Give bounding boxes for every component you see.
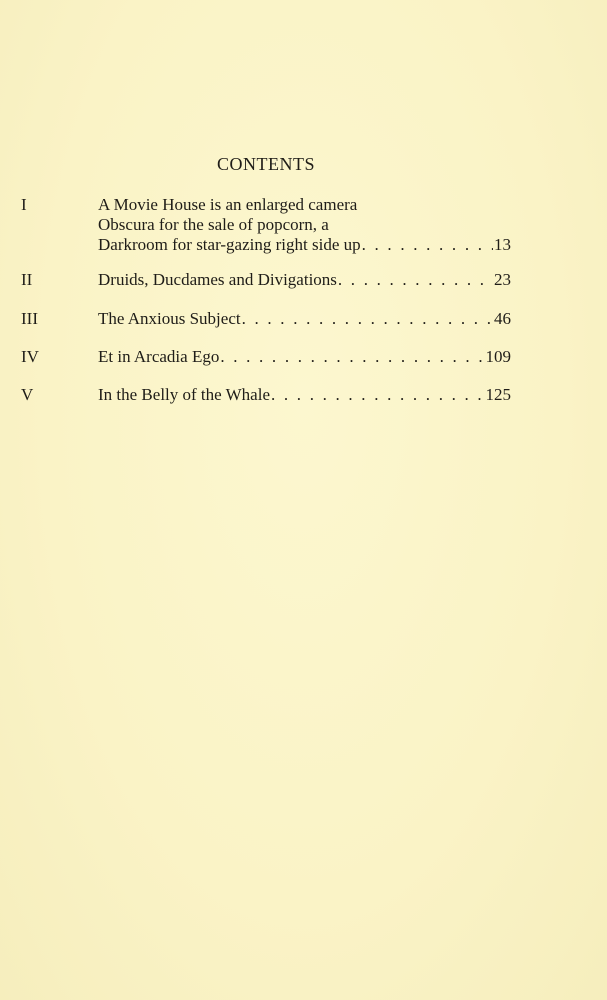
chapter-title-line: Obscura for the sale of popcorn, a xyxy=(98,215,329,234)
chapter-title-line-with-leader xyxy=(98,347,511,367)
chapter-title-line: Druids, Ducdames and Divigations xyxy=(98,270,337,289)
dot-leader xyxy=(338,270,493,290)
chapter-title-line-with-leader xyxy=(98,270,511,290)
chapter-title xyxy=(98,385,511,405)
chapter-title xyxy=(98,309,511,329)
dot-leader xyxy=(220,347,484,367)
chapter-title-line-with-leader xyxy=(98,309,511,329)
chapter-numeral: II xyxy=(21,270,33,289)
chapter-title xyxy=(98,270,511,290)
chapter-title-line: A Movie House is an enlarged camera xyxy=(98,195,358,214)
chapter-title-line-with-leader xyxy=(98,385,511,405)
page-number: 13 xyxy=(494,235,511,254)
chapter-title-line: Darkroom for star-gazing right side up xyxy=(98,235,361,254)
chapter-title-line: In the Belly of the Whale xyxy=(98,385,270,404)
chapter-numeral: IV xyxy=(21,347,39,366)
page-number: 125 xyxy=(485,385,511,404)
chapter-title xyxy=(98,347,511,367)
chapter-title-line-with-leader xyxy=(98,235,511,255)
chapter-title-line: Et in Arcadia Ego xyxy=(98,347,220,366)
chapter-numeral: I xyxy=(21,195,27,214)
dot-leader xyxy=(362,235,493,255)
contents-heading: CONTENTS xyxy=(217,154,315,174)
dot-leader xyxy=(242,309,493,329)
page-number: 23 xyxy=(494,270,511,289)
chapter-title-line: The Anxious Subject xyxy=(98,309,241,328)
chapter-title xyxy=(98,195,511,255)
page-number: 46 xyxy=(494,309,511,328)
dot-leader xyxy=(271,385,485,405)
chapter-numeral: V xyxy=(21,385,34,404)
page-number: 109 xyxy=(485,347,511,366)
chapter-numeral: III xyxy=(21,309,38,328)
